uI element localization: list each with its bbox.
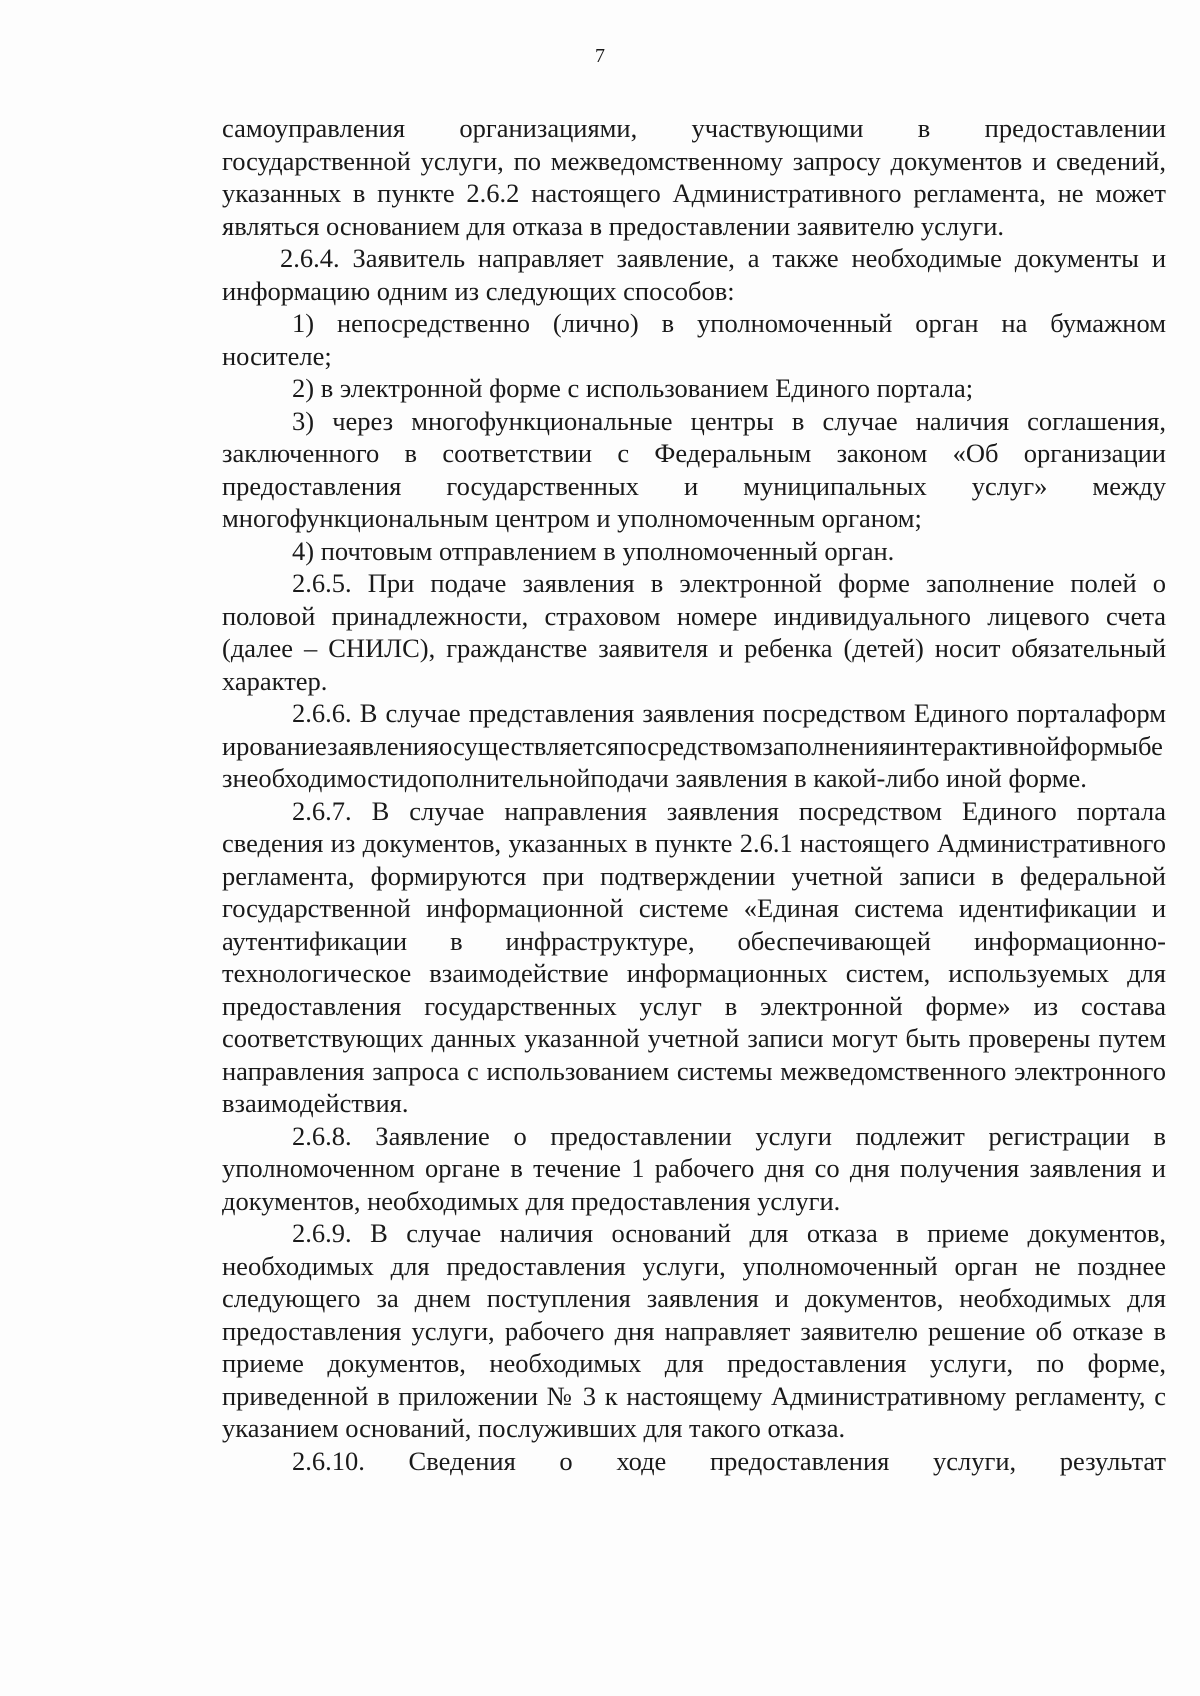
list-item-1: 1) непосредственно (лично) в уполномоченный орган на бумажном носителе;: [222, 308, 1166, 371]
paragraph-2-6-5: 2.6.5. При подаче заявления в электронной форме заполнение полей о половой принадлежности, страховом номере индивидуального лицевого счета (далее – СНИЛС), гражданстве заявителя и ребенка (детей) носит обязательный характер.: [222, 568, 1166, 696]
paragraph-2-6-4: 2.6.4. Заявитель направляет заявление, а также необходимые документы и информацию одним из следующих способов:: [222, 243, 1166, 306]
list-item-2: 2) в электронной форме с использованием Единого портала;: [292, 373, 974, 403]
paragraph-2-6-7: 2.6.7. В случае направления заявления посредством Единого портала сведения из документов, указанных в пункте 2.6.1 настоящего Административного регламента, формируются при подтверждении учетной записи в федеральной государственной информационной системе «Единая система идентификации и аутентификации в инфраструктуре, обеспечивающей информационно-технологическое взаимодействие информационных систем, используемых для предоставления государственных услуг в электронной форме» из состава соответствующих данных указанной учетной записи могут быть проверены путем направления запроса с использованием системы межведомственного электронного взаимодействия.: [222, 795, 1166, 1118]
paragraph-2-6-9: 2.6.9. В случае наличия оснований для отказа в приеме документов, необходимых для предоставления услуги, уполномоченный орган не позднее следующего за днем поступления заявления и документов, необходимых для предоставления услуги, рабочего дня направляет заявителю решение об отказе в приеме документов, необходимых для предоставления услуги, по форме, приведенной в приложении № 3 к настоящему Административному регламенту, с указанием оснований, послуживших для такого отказа.: [222, 1218, 1166, 1443]
document-body: [222, 112, 1166, 1477]
page-number: 7: [595, 45, 605, 67]
paragraph-2-6-6: 2.6.6. В случае представления заявления посредством Единого порталаформированиезаявленияосуществляетсяпосредствомзаполненияинтерактивнойформыбезнеобходимостидополнительнойподачи заявления в какой-либо иной форме.: [222, 698, 1166, 793]
paragraph-2-6-8: 2.6.8. Заявление о предоставлении услуги подлежит регистрации в уполномоченном органе в течение 1 рабочего дня со дня получения заявления и документов, необходимых для предоставления услуги.: [222, 1120, 1166, 1216]
paragraph-2-6-10: 2.6.10. Сведения о ходе предоставления услуги, результат: [292, 1445, 1166, 1476]
list-item-3: 3) через многофункциональные центры в случае наличия соглашения, заключенного в соответствии с Федеральным законом «Об организации предоставления государственных и муниципальных услуг» между многофункциональным центром и уполномоченным органом;: [222, 405, 1166, 533]
paragraph-continuation: самоуправления организациями, участвующими в предоставлении государственной услуги, по межведомственному запросу документов и сведений, указанных в пункте 2.6.2 настоящего Административного регламента, не может являться основанием для отказа в предоставлении заявителю услуги.: [222, 113, 1166, 241]
list-item-4: 4) почтовым отправлением в уполномоченный орган.: [292, 535, 895, 566]
